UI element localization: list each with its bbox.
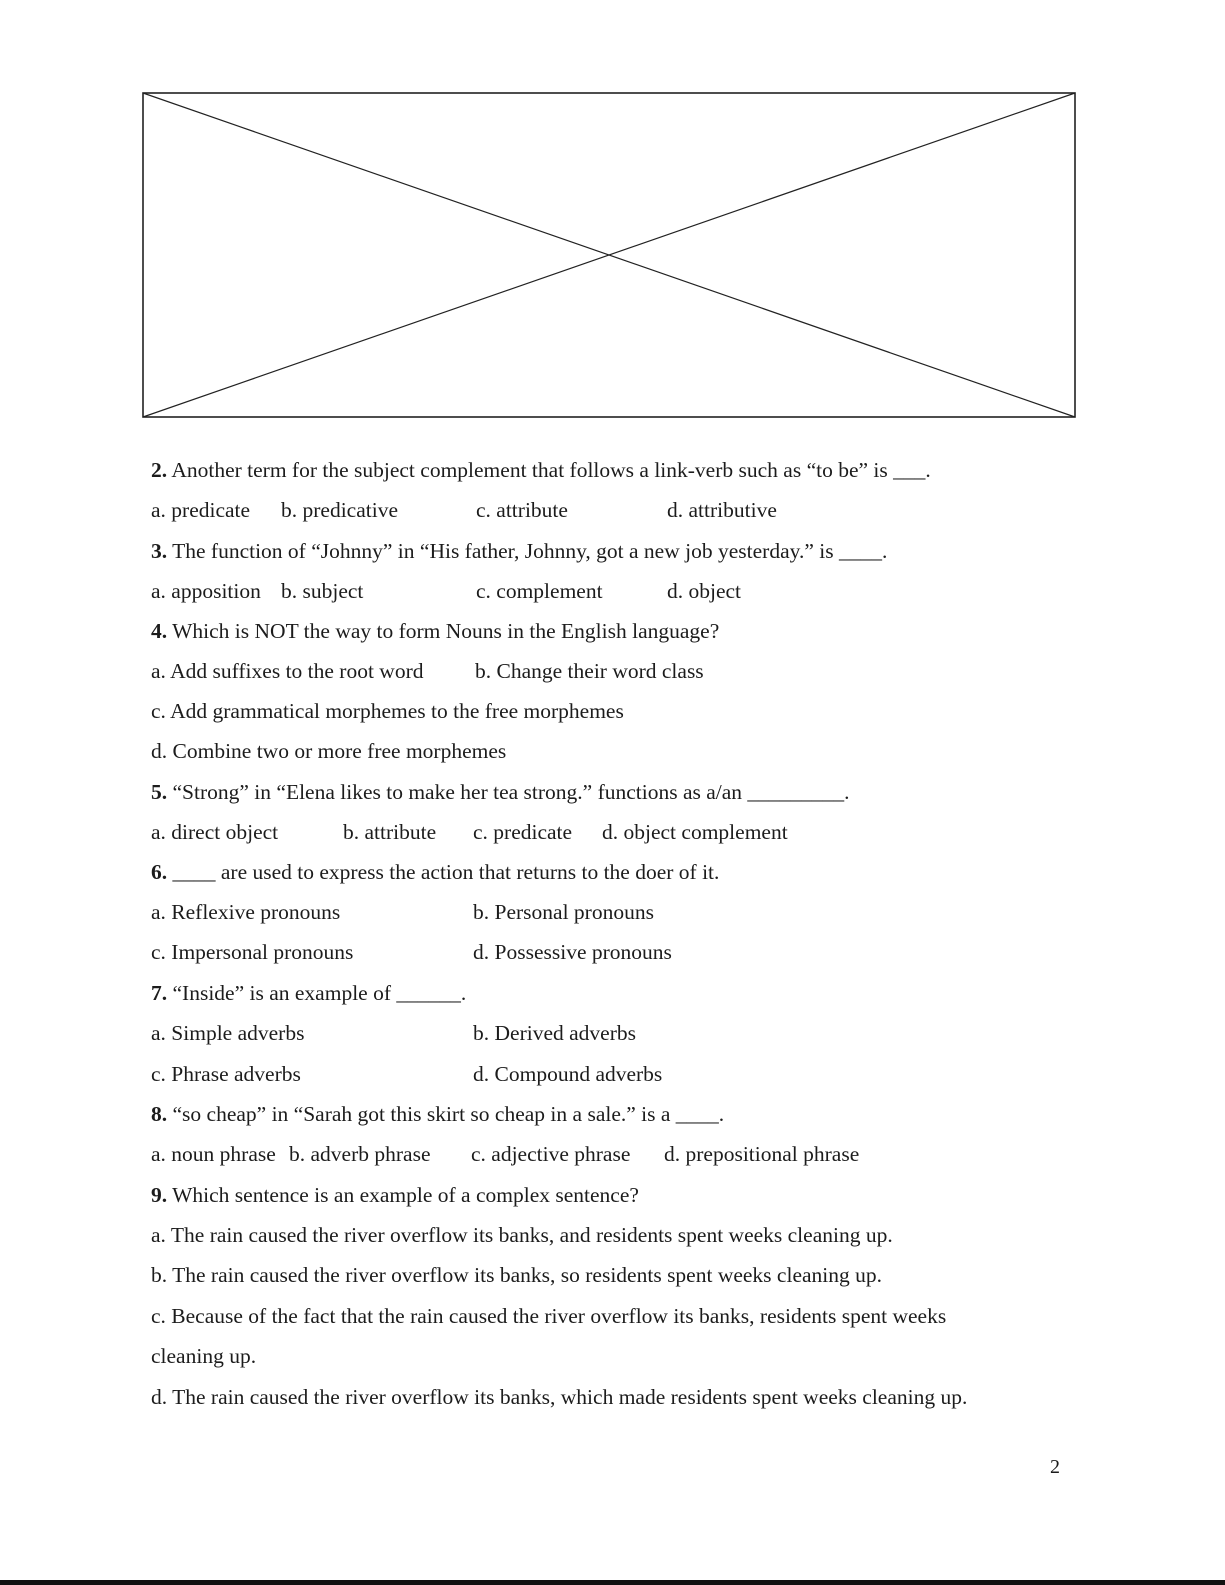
option-b: b. Derived adverbs <box>473 1021 636 1045</box>
option-d: d. Possessive pronouns <box>473 940 672 964</box>
question-number: 5. <box>151 780 168 804</box>
redacted-image-placeholder <box>142 92 1087 421</box>
question-text: “Strong” in “Elena likes to make her tea strong.” functions as a/an _________. <box>167 780 850 804</box>
option-a: a. Simple adverbs <box>151 1021 305 1045</box>
question-text: Which is NOT the way to form Nouns in the English language? <box>167 619 720 643</box>
option-d: d. object <box>667 579 742 603</box>
question-number: 7. <box>151 981 168 1005</box>
question-text: “Inside” is an example of ______. <box>167 981 467 1005</box>
option-c: c. attribute <box>476 498 568 522</box>
question-number: 4. <box>151 619 168 643</box>
question-number: 2. <box>151 458 168 482</box>
option-b: b. Personal pronouns <box>473 900 654 924</box>
option-b: b. adverb phrase <box>289 1142 431 1166</box>
option-c: c. complement <box>476 579 603 603</box>
question-2-options <box>151 496 1051 524</box>
option-c: c. Add grammatical morphemes to the free morphemes <box>151 699 624 723</box>
question-7 <box>151 979 466 1007</box>
question-9 <box>151 1181 639 1209</box>
option-c: c. adjective phrase <box>471 1142 631 1166</box>
question-7-options-ab <box>151 1019 1051 1047</box>
question-8 <box>151 1100 724 1128</box>
option-c: c. Because of the fact that the rain caused the river overflow its banks, residents spent weeks <box>151 1304 947 1328</box>
option-a: a. direct object <box>151 820 279 844</box>
option-c-continuation: cleaning up. <box>151 1344 257 1368</box>
option-c: c. Phrase adverbs <box>151 1062 301 1086</box>
option-b: b. Change their word class <box>475 659 704 683</box>
option-a: a. Add suffixes to the root word <box>151 659 424 683</box>
question-text: “so cheap” in “Sarah got this skirt so cheap in a sale.” is a ____. <box>167 1102 725 1126</box>
option-b: b. subject <box>281 579 364 603</box>
option-c: c. Impersonal pronouns <box>151 940 354 964</box>
option-d: d. Compound adverbs <box>473 1062 663 1086</box>
question-7-options-cd <box>151 1060 1051 1088</box>
question-5 <box>151 778 850 806</box>
question-4 <box>151 617 719 645</box>
question-5-options <box>151 818 1051 846</box>
option-a: a. predicate <box>151 498 251 522</box>
question-8-options <box>151 1140 1051 1168</box>
question-number: 8. <box>151 1102 168 1126</box>
option-c: c. predicate <box>473 820 573 844</box>
question-2 <box>151 456 931 484</box>
option-b: b. attribute <box>343 820 437 844</box>
question-3 <box>151 537 887 565</box>
question-number: 6. <box>151 860 168 884</box>
question-text: ____ are used to express the action that returns to the doer of it. <box>167 860 720 884</box>
option-a: a. apposition <box>151 579 261 603</box>
scan-edge-bar <box>0 1580 1225 1585</box>
crossed-box-graphic <box>142 92 1087 421</box>
option-a: a. The rain caused the river overflow its banks, and residents spent weeks cleaning up. <box>151 1223 893 1247</box>
option-a: a. Reflexive pronouns <box>151 900 341 924</box>
option-d: d. object complement <box>602 820 788 844</box>
option-b: b. predicative <box>281 498 399 522</box>
question-text: Which sentence is an example of a complex sentence? <box>167 1183 639 1207</box>
question-4-options-ab <box>151 657 1051 685</box>
question-6 <box>151 858 719 886</box>
option-d: d. Combine two or more free morphemes <box>151 739 507 763</box>
question-3-options <box>151 577 1051 605</box>
question-text: Another term for the subject complement that follows a link-verb such as “to be” is ___. <box>167 458 931 482</box>
option-d: d. The rain caused the river overflow its banks, which made residents spent weeks cleaning up. <box>151 1385 968 1409</box>
question-6-options-ab <box>151 898 1051 926</box>
question-number: 9. <box>151 1183 168 1207</box>
option-b: b. The rain caused the river overflow its banks, so residents spent weeks cleaning up. <box>151 1263 882 1287</box>
question-6-options-cd <box>151 938 1051 966</box>
question-text: The function of “Johnny” in “His father, Johnny, got a new job yesterday.” is ____. <box>167 539 888 563</box>
option-a: a. noun phrase <box>151 1142 276 1166</box>
question-number: 3. <box>151 539 168 563</box>
option-d: d. prepositional phrase <box>664 1142 860 1166</box>
option-d: d. attributive <box>667 498 777 522</box>
page-number: 2 <box>1050 1456 1060 1478</box>
